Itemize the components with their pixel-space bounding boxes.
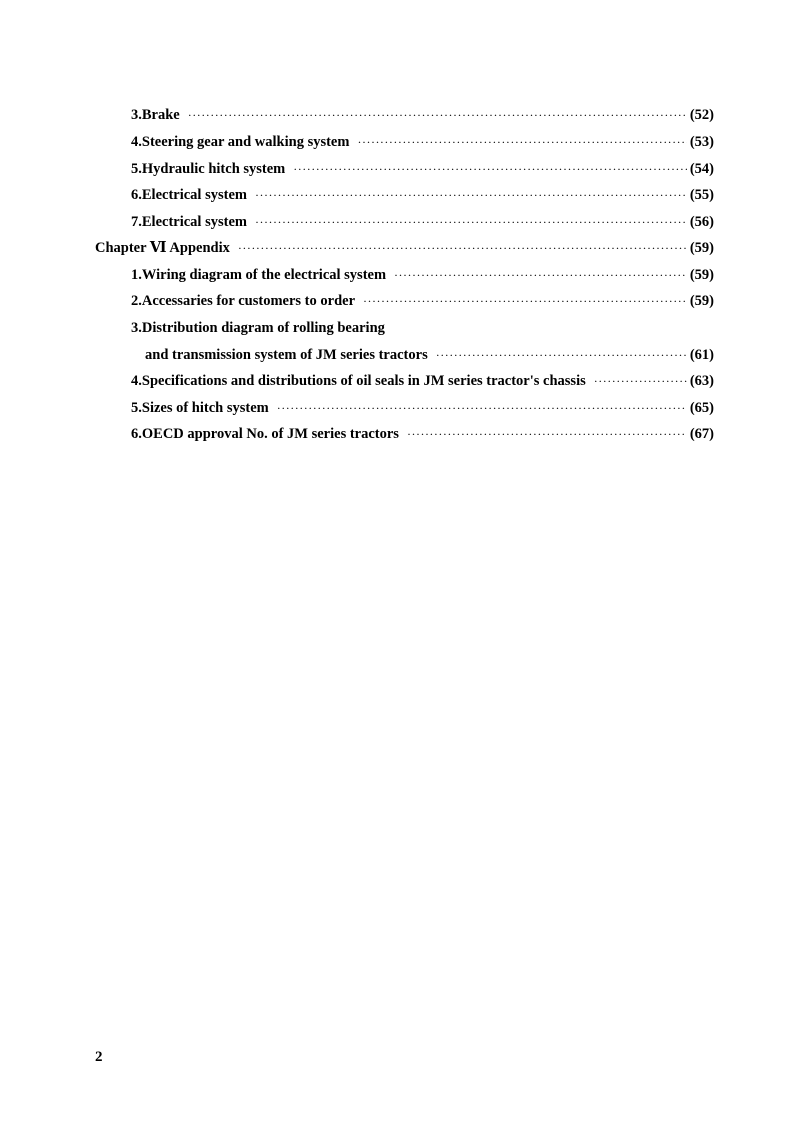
toc-leader-dots [238, 239, 687, 257]
toc-leader-dots [277, 399, 687, 417]
toc-entry-distribution-diagram-line1 [131, 319, 714, 337]
toc-leader-dots [407, 425, 687, 443]
toc-entry-title: 6.OECD approval No. of JM series tractors [131, 426, 399, 442]
toc-entry-page: (59) [689, 240, 714, 256]
toc-entry-title: 7.Electrical system [131, 214, 247, 230]
toc-entry-electrical-system-7 [131, 213, 714, 231]
toc-entry-oil-seals [131, 372, 714, 390]
toc-entry-oecd-approval [131, 425, 714, 443]
toc-entry-brake [131, 106, 714, 124]
toc-entry-accessaries [131, 292, 714, 310]
toc-entry-title: 4.Steering gear and walking system [131, 134, 350, 150]
toc-leader-dots [357, 133, 686, 151]
toc-entry-steering-gear [131, 133, 714, 151]
toc-entry-hydraulic-hitch [131, 160, 714, 178]
page-number: 2 [95, 1049, 103, 1065]
toc-chapter-appendix [95, 239, 714, 257]
toc-entry-wiring-diagram [131, 266, 714, 284]
toc-entry-distribution-diagram-line2 [145, 346, 714, 364]
toc-entry-page: (59) [689, 293, 714, 309]
toc-entry-electrical-system-6 [131, 186, 714, 204]
toc-chapter-title: Chapter Ⅵ Appendix [95, 240, 230, 256]
toc-entry-title: 4.Specifications and distributions of oil seals in JM series tractor's chassis [131, 373, 586, 389]
toc-leader-dots [436, 346, 687, 364]
toc-entry-page: (65) [689, 400, 714, 416]
toc-entry-page: (54) [689, 161, 714, 177]
toc-entry-page: (61) [689, 347, 714, 363]
toc-entry-page: (59) [689, 267, 714, 283]
toc-leader-dots [255, 186, 687, 204]
toc-entry-title: 5.Sizes of hitch system [131, 400, 269, 416]
toc-entry-title: 3.Distribution diagram of rolling bearing [131, 320, 385, 336]
toc-entry-page: (63) [689, 373, 714, 389]
toc-entry-page: (55) [689, 187, 714, 203]
toc-entry-page: (67) [689, 426, 714, 442]
toc-entry-page: (56) [689, 214, 714, 230]
toc-entry-page: (53) [689, 134, 714, 150]
toc-leader-dots [188, 106, 687, 124]
toc-leader-dots [394, 266, 687, 284]
toc-entry-title: 6.Electrical system [131, 187, 247, 203]
toc-entry-title: 1.Wiring diagram of the electrical system [131, 267, 387, 283]
toc-entry-page: (52) [689, 107, 714, 123]
toc-entry-hitch-sizes [131, 399, 714, 417]
toc-entry-title: 5.Hydraulic hitch system [131, 161, 286, 177]
toc-leader-dots [594, 372, 687, 390]
toc-leader-dots [255, 213, 687, 231]
toc-entry-title: 3.Brake [131, 107, 180, 123]
toc-entry-title: and transmission system of JM series tractors [145, 347, 428, 363]
toc-leader-dots [293, 160, 687, 178]
toc-entry-title: 2.Accessaries for customers to order [131, 293, 355, 309]
toc-leader-dots [363, 292, 687, 310]
table-of-contents [0, 0, 809, 460]
